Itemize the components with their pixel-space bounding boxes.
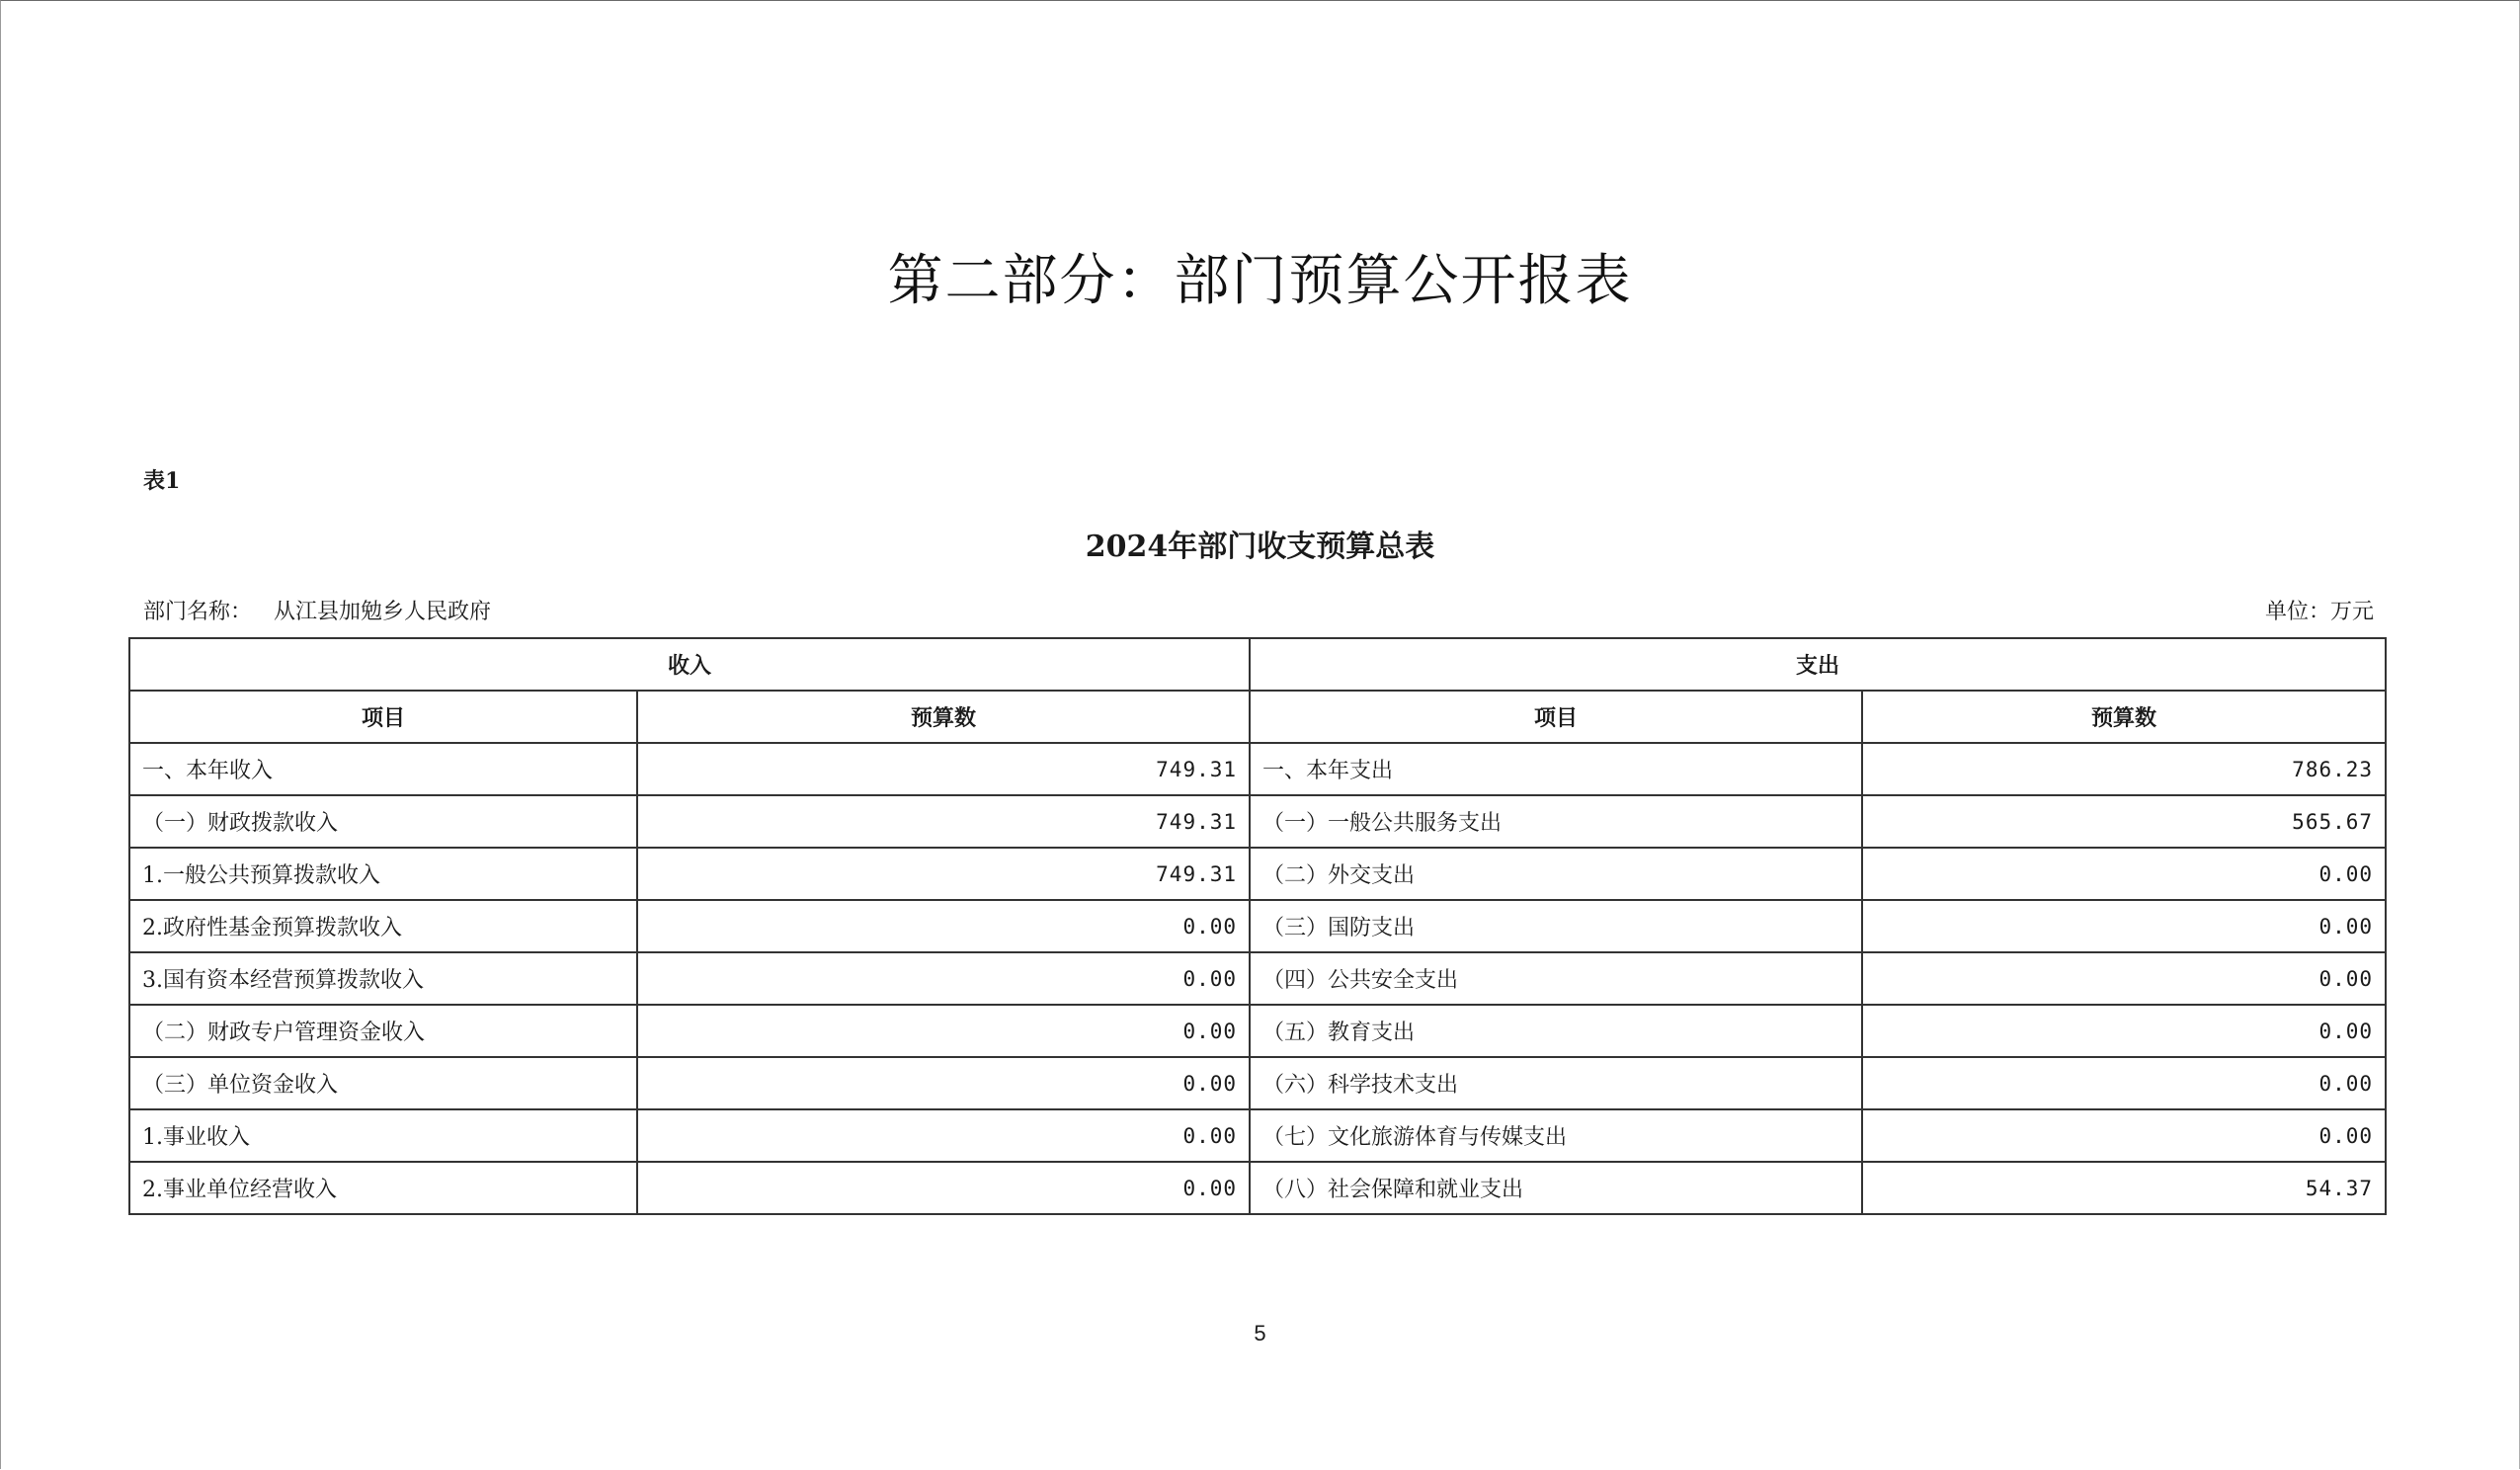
table-row xyxy=(129,1057,2386,1109)
budget-summary-table xyxy=(128,637,2387,1215)
expense-item: （一）一般公共服务支出 xyxy=(1250,795,1862,848)
table-row xyxy=(129,795,2386,848)
expense-item: 一、本年支出 xyxy=(1250,743,1862,795)
expense-amount: 0.00 xyxy=(1862,900,2386,952)
expense-item: （六）科学技术支出 xyxy=(1250,1057,1862,1109)
income-item: （二）财政专户管理资金收入 xyxy=(129,1005,637,1057)
table-row xyxy=(129,1162,2386,1214)
income-amount: 0.00 xyxy=(637,952,1250,1005)
income-amount: 0.00 xyxy=(637,1162,1250,1214)
income-item: 1.事业收入 xyxy=(129,1109,637,1162)
department-line xyxy=(143,595,491,625)
expense-amount: 0.00 xyxy=(1862,1057,2386,1109)
income-amount: 749.31 xyxy=(637,848,1250,900)
expense-item-header: 项目 xyxy=(1250,691,1862,743)
income-amount-header: 预算数 xyxy=(637,691,1250,743)
income-item: 2.事业单位经营收入 xyxy=(129,1162,637,1214)
income-item: 1.一般公共预算拨款收入 xyxy=(129,848,637,900)
income-group-header: 收入 xyxy=(129,638,1250,691)
income-item: （一）财政拨款收入 xyxy=(129,795,637,848)
table-row xyxy=(129,900,2386,952)
expense-amount-header: 预算数 xyxy=(1862,691,2386,743)
income-item: 一、本年收入 xyxy=(129,743,637,795)
expense-item: （五）教育支出 xyxy=(1250,1005,1862,1057)
expense-group-header: 支出 xyxy=(1250,638,2386,691)
table-row xyxy=(129,1109,2386,1162)
income-amount: 749.31 xyxy=(637,743,1250,795)
part-title: 第二部分：部门预算公开报表 xyxy=(887,249,1633,313)
expense-item: （四）公共安全支出 xyxy=(1250,952,1862,1005)
table-row xyxy=(129,952,2386,1005)
income-item-header: 项目 xyxy=(129,691,637,743)
income-amount: 0.00 xyxy=(637,900,1250,952)
income-item: 3.国有资本经营预算拨款收入 xyxy=(129,952,637,1005)
column-header-row xyxy=(129,691,2386,743)
income-amount: 0.00 xyxy=(637,1005,1250,1057)
income-amount: 0.00 xyxy=(637,1057,1250,1109)
expense-amount: 565.67 xyxy=(1862,795,2386,848)
department-label: 部门名称： xyxy=(143,600,253,624)
expense-amount: 0.00 xyxy=(1862,1109,2386,1162)
table-row xyxy=(129,743,2386,795)
expense-item: （三）国防支出 xyxy=(1250,900,1862,952)
page-number: 5 xyxy=(1254,1321,1266,1346)
income-amount: 0.00 xyxy=(637,1109,1250,1162)
expense-amount: 0.00 xyxy=(1862,848,2386,900)
department-name: 从江县加勉乡人民政府 xyxy=(274,600,492,624)
unit-label: 单位：万元 xyxy=(2264,600,2374,624)
table-title: 2024年部门收支预算总表 xyxy=(1085,530,1435,564)
income-item: （三）单位资金收入 xyxy=(129,1057,637,1109)
table-row xyxy=(129,1005,2386,1057)
income-amount: 749.31 xyxy=(637,795,1250,848)
expense-item: （八）社会保障和就业支出 xyxy=(1250,1162,1862,1214)
expense-amount: 0.00 xyxy=(1862,1005,2386,1057)
group-header-row xyxy=(129,638,2386,691)
expense-amount: 786.23 xyxy=(1862,743,2386,795)
expense-item: （七）文化旅游体育与传媒支出 xyxy=(1250,1109,1862,1162)
expense-item: （二）外交支出 xyxy=(1250,848,1862,900)
table-row xyxy=(129,848,2386,900)
expense-amount: 0.00 xyxy=(1862,952,2386,1005)
expense-amount: 54.37 xyxy=(1862,1162,2386,1214)
table-label: 表1 xyxy=(143,468,181,494)
income-item: 2.政府性基金预算拨款收入 xyxy=(129,900,637,952)
